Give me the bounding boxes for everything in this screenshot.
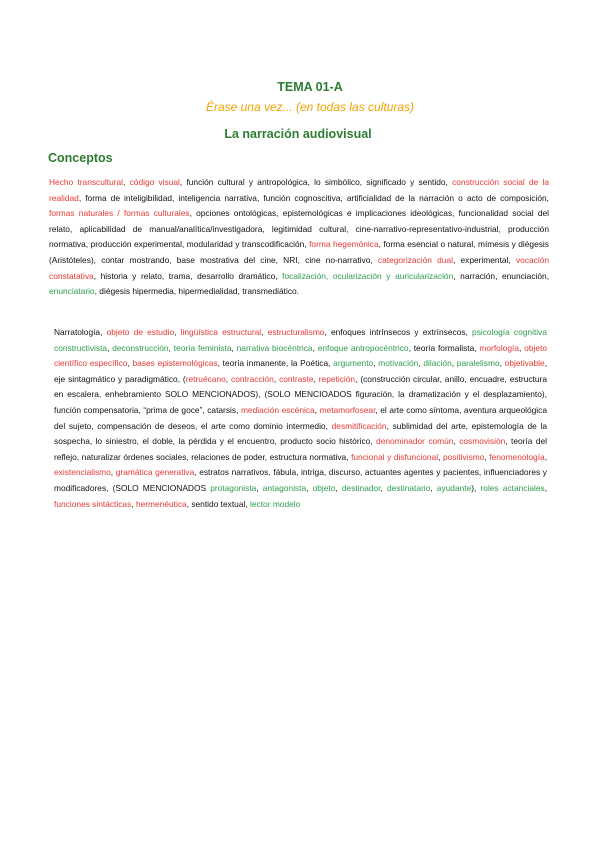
text-run: Narratología,: [54, 327, 107, 337]
highlighted-term: objeto de estudio: [106, 327, 175, 337]
text-run: , eje sintagmático y paradigmático, (: [54, 358, 548, 384]
text-run: ,: [484, 451, 490, 462]
text-run: ,: [127, 358, 133, 369]
highlighted-term: cosmovisión: [459, 436, 506, 447]
highlighted-term: psicología cognitiva constructivista: [54, 327, 547, 353]
text-run: , teoría inmanente, la Poética,: [217, 358, 334, 369]
highlighted-term: construcción social de la realidad: [49, 177, 549, 203]
highlighted-term: objeto científico específico: [54, 342, 547, 369]
tema-title: TEMA 01-A: [277, 80, 343, 94]
highlighted-term: paralelismo: [456, 358, 500, 369]
highlighted-term: existencialismo: [54, 467, 111, 478]
text-run: , sublimidad del arte, epistemología de la sospecha, lo siniestro, el doble, la pérdida y el encuentro, producto socio histórico,: [54, 420, 547, 447]
highlighted-term: formas naturales / formas culturales: [49, 208, 190, 219]
text-run: ,: [107, 342, 113, 353]
text-run: ,: [335, 482, 342, 493]
highlighted-term: ayudante: [436, 482, 472, 493]
highlighted-term: lingüística estructural: [180, 327, 262, 337]
concepts-paragraph-2: [54, 325, 547, 512]
text-run: , teoría del reflejo, naturalizar órdenes sociales, relaciones de poder, estructura normativa,: [54, 436, 548, 462]
highlighted-term: lector modelo: [250, 498, 301, 509]
topic-title: La narración audiovisual: [224, 127, 372, 141]
text-run: ,: [380, 482, 387, 493]
highlighted-term: forma hegemónica: [309, 239, 379, 250]
highlighted-term: contraste: [279, 373, 314, 384]
highlighted-term: repetición: [318, 373, 356, 384]
highlighted-term: denominador común: [376, 436, 454, 447]
highlighted-term: focalización, ocularización y auricularización: [282, 270, 454, 281]
highlighted-term: enunciatario: [49, 286, 95, 297]
highlighted-term: destinador: [341, 482, 381, 493]
highlighted-term: gramática generativa: [115, 467, 195, 478]
text-run: ,: [499, 358, 505, 369]
text-run: ,: [225, 373, 232, 384]
text-run: , teoría formalista,: [408, 342, 480, 353]
highlighted-term: antagonista: [262, 482, 307, 493]
text-run: ,: [519, 342, 525, 353]
highlighted-term: categorización dual: [377, 254, 453, 265]
text-run: ,: [123, 177, 130, 187]
text-run: , experimental,: [452, 254, 516, 265]
text-run: , (construcción circular, anillo, encuadre, estructura en escalera, enhebramiento SOLO MENCIONADOS), (SOLO MENCIOADOS figuración, la dramatización y el desplazamiento), función compensatoria, “prima de goce”, catarsis,: [54, 373, 547, 415]
text-run: ,: [430, 482, 437, 493]
highlighted-term: positivismo: [442, 451, 485, 462]
highlighted-term: protagonista: [210, 482, 257, 493]
subtitle: Érase una vez... (en todas las culturas): [205, 100, 415, 114]
highlighted-term: desmitificación: [331, 420, 387, 431]
text-run: , enfoques intrínsecos y extrínsecos,: [324, 327, 473, 337]
text-run: ),: [471, 482, 481, 493]
text-run: ,: [418, 358, 424, 369]
text-run: ,: [273, 373, 280, 384]
highlighted-term: vocación constatativa: [49, 254, 550, 281]
text-run: , opciones ontológicas, epistemológicas e implicaciones ideológicas, funcionalidad social del relato, aplicabilidad de manual/analítica/investigadora, legitimidad cultural, cine-narrativo-representativo-industrial, producción normativa, producción experimental, modularidad y transcodificación,: [49, 208, 549, 250]
text-run: ,: [110, 467, 116, 478]
text-run: ,: [306, 482, 313, 493]
highlighted-term: morfología: [479, 342, 519, 353]
highlighted-term: funcional y disfuncional: [351, 451, 439, 462]
text-run: ,: [373, 358, 379, 369]
highlighted-term: deconstrucción: [112, 342, 169, 353]
highlighted-term: contracción: [231, 373, 274, 384]
highlighted-term: objetivable: [504, 358, 545, 369]
highlighted-term: Hecho transcultural: [49, 177, 124, 187]
text-run: ,: [544, 482, 548, 493]
highlighted-term: objeto: [312, 482, 336, 493]
text-run: , función cultural y antropológica, lo simbólico, significado y sentido,: [179, 177, 453, 187]
text-run: ,: [312, 342, 318, 353]
text-run: , el arte como síntoma, aventura arqueológica del sujeto, compensación de deseos, el arte como dominio intermedio,: [54, 404, 548, 431]
highlighted-term: teoría feminista: [173, 342, 232, 353]
concepts-paragraph-1: [49, 175, 549, 300]
highlighted-term: narrativa biocéntrica: [236, 342, 313, 353]
text-run: , forma de inteligibilidad, inteligencia narrativa, función cognoscitiva, artificialidad de la narración o acto de composición,: [78, 192, 549, 203]
highlighted-term: destinatario: [387, 482, 431, 493]
highlighted-term: hermenéutica: [135, 498, 187, 509]
highlighted-term: argumento: [333, 358, 374, 369]
highlighted-term: enfoque antropocéntrico: [317, 342, 409, 353]
highlighted-term: dilación: [423, 358, 452, 369]
highlighted-term: funciones sintácticas: [54, 498, 132, 509]
text-run: , narración, enunciación,: [453, 270, 550, 281]
highlighted-term: motivación: [378, 358, 419, 369]
text-run: ,: [256, 482, 263, 493]
text-run: ,: [168, 342, 174, 353]
text-run: , forma esencial o natural, mímesis y diégesis (Aristóteles), contar mostrando, base mostrativa del cine, NRI, cine no-narrativo,: [49, 239, 549, 265]
text-run: ,: [544, 451, 548, 462]
conceptos-heading: Conceptos: [48, 151, 113, 165]
highlighted-term: metamorfosear: [319, 404, 376, 415]
highlighted-term: retruécano: [185, 373, 226, 384]
text-run: ,: [438, 451, 443, 462]
highlighted-term: fenomenología: [489, 451, 545, 462]
text-run: , historia y relato, trama, desarrollo dramático,: [93, 270, 283, 281]
text-run: , estratos narrativos, fábula, intriga, discurso, actuantes agentes y pacientes, influenciadores y modificadores, (SOLO MENCIONADOS: [54, 467, 547, 493]
text-run: ,: [313, 373, 319, 384]
highlighted-term: bases epistemológicas: [132, 358, 218, 369]
text-run: , sentido textual,: [186, 498, 251, 509]
highlighted-term: estructuralismo: [267, 327, 325, 337]
text-run: ,: [453, 436, 460, 447]
text-run: ,: [231, 342, 237, 353]
text-run: , diégesis hipermedia, hipermedialidad, transmediático.: [94, 286, 300, 297]
text-run: ,: [131, 498, 136, 509]
highlighted-term: mediación escénica: [240, 404, 315, 415]
text-run: ,: [174, 327, 181, 337]
text-run: ,: [261, 327, 268, 337]
text-run: ,: [451, 358, 457, 369]
highlighted-term: código visual: [129, 177, 180, 187]
highlighted-term: roles actanciales: [480, 482, 545, 493]
text-run: ,: [314, 404, 320, 415]
